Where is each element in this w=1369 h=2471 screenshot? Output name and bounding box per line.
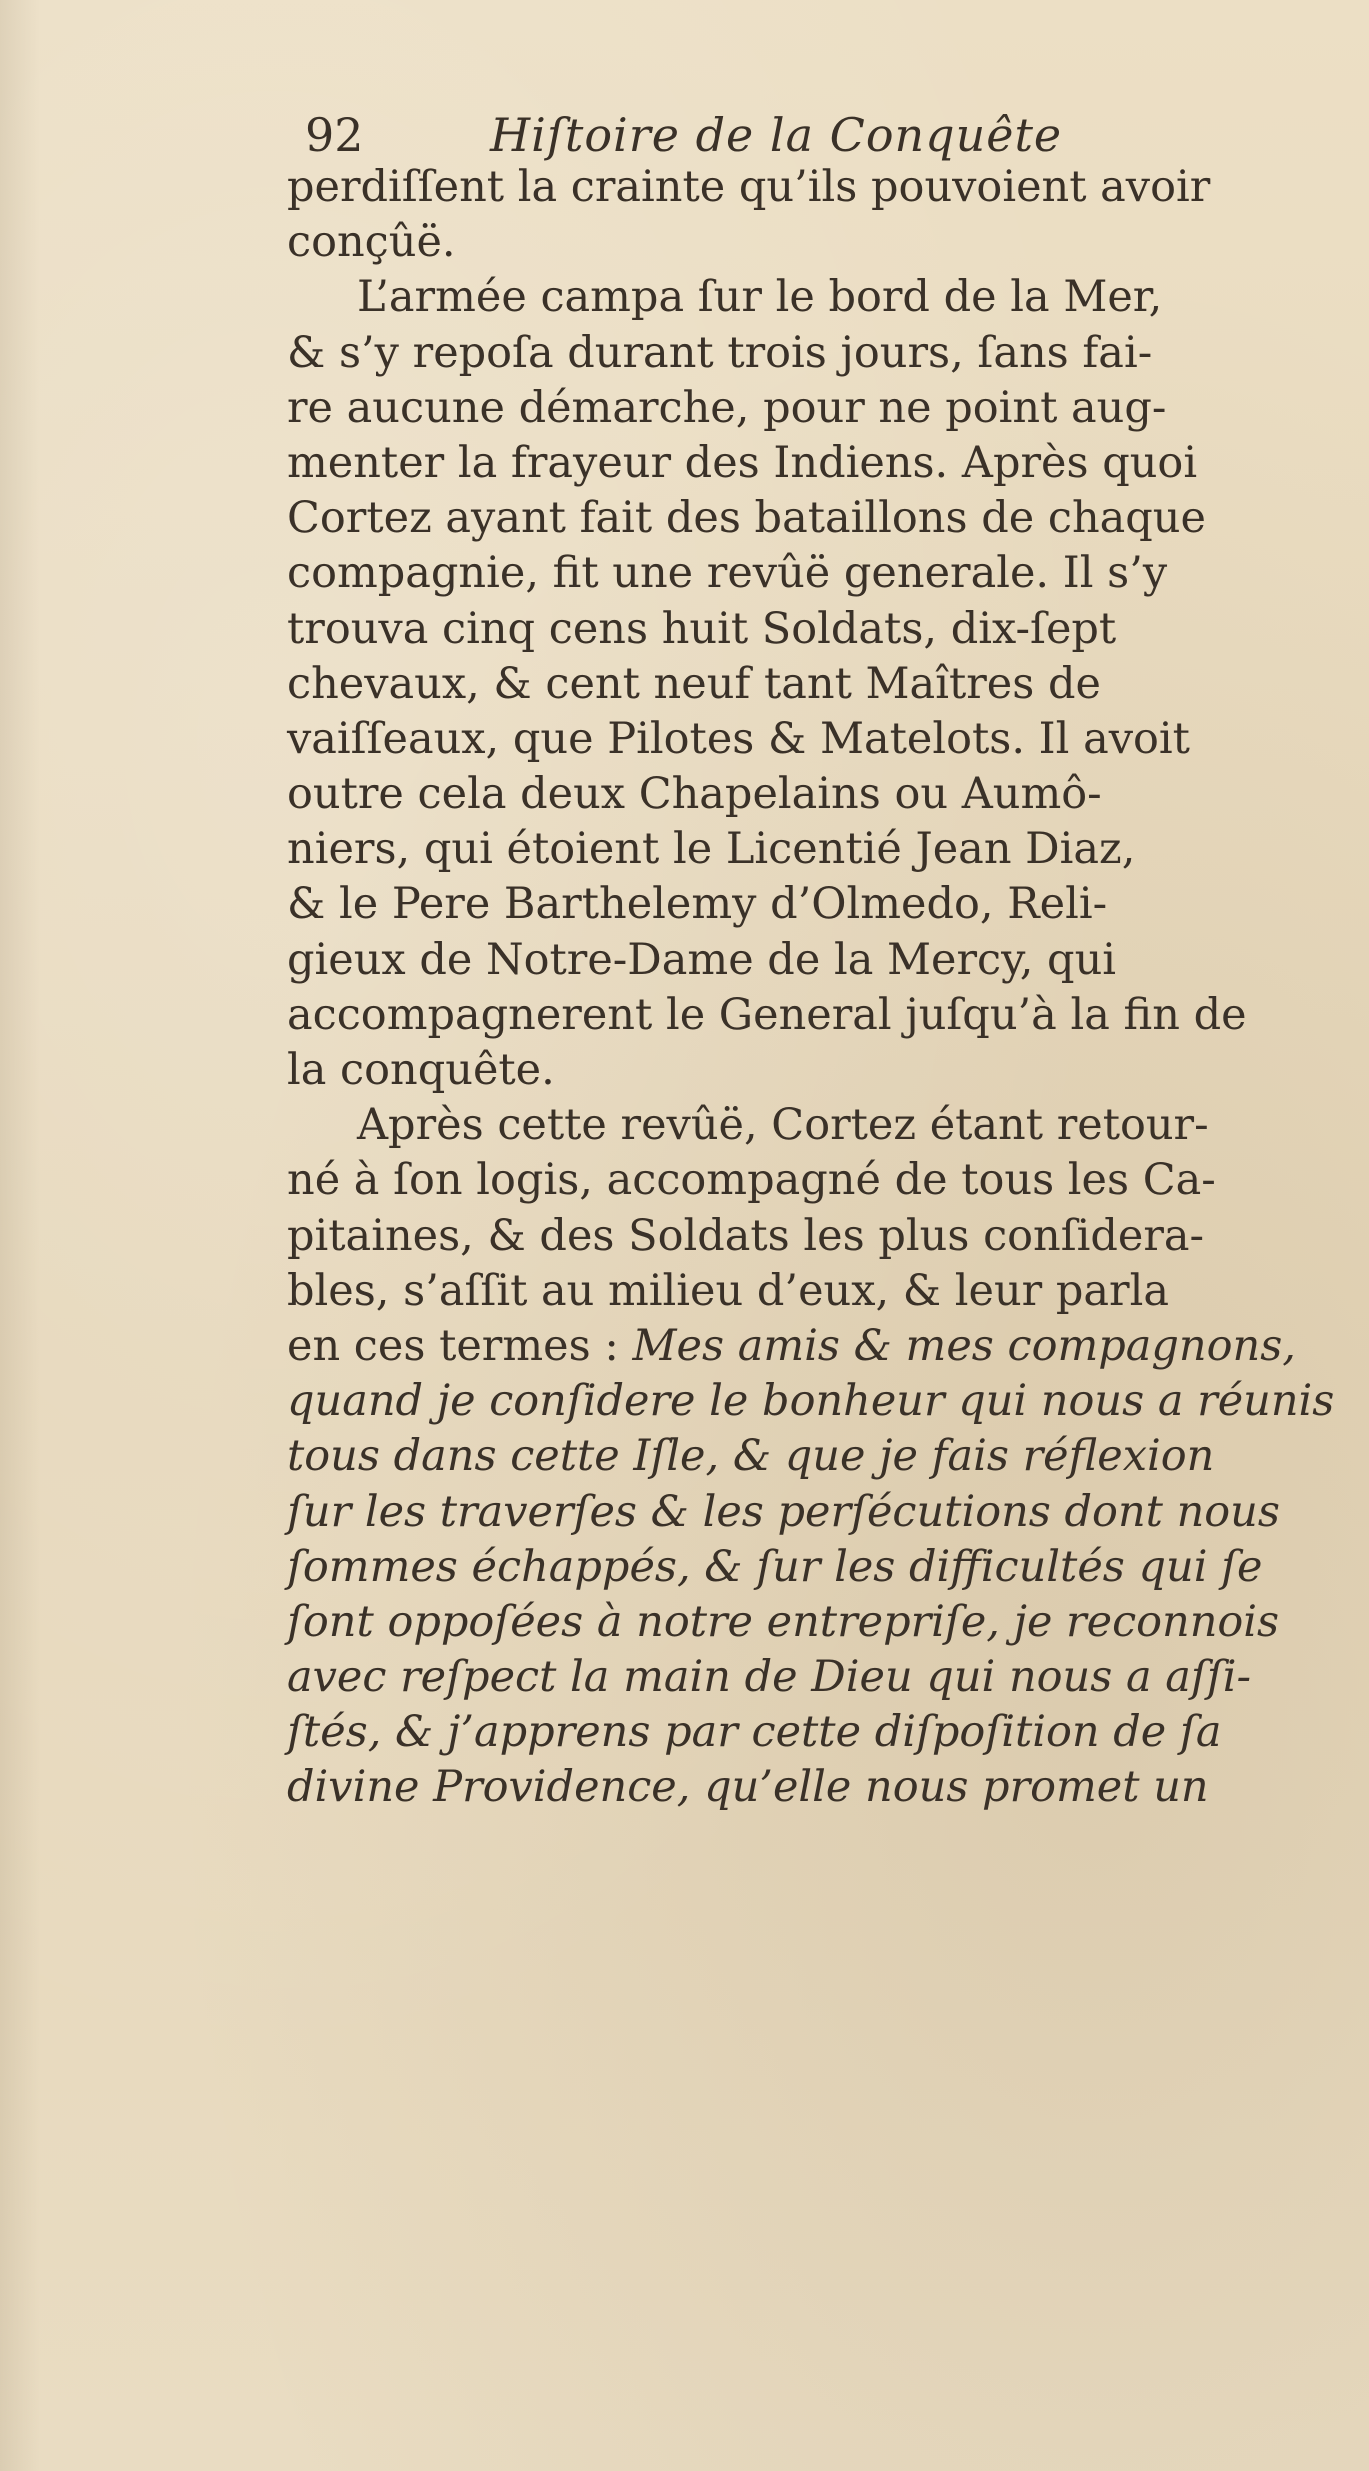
text-line-mixed (287, 1319, 1347, 1374)
body-text (287, 160, 1347, 1816)
text-line-italic: ſommes échappés, & ſur les difficultés qui ſe (287, 1541, 1263, 1592)
text-line: Après cette revûë, Cortez étant retour- (357, 1100, 1209, 1151)
text-line: perdiſſent la crainte qu’ils pouvoient avoir (287, 162, 1211, 212)
text-line: gieux de Notre-Dame de la Mercy, qui (287, 934, 1117, 985)
paragraph-army-review (287, 270, 1347, 1098)
text-line: la conquête. (287, 1045, 555, 1095)
text-line: vaiſſeaux, que Pilotes & Matelots. Il avoit (287, 713, 1190, 764)
text-line-italic: ſur les traverſes & les perſécutions dont nous (287, 1486, 1280, 1537)
text-line: L’armée campa ſur le bord de la Mer, (357, 272, 1163, 323)
text-line: bles, s’aſſit au milieu d’eux, & leur parla (287, 1265, 1169, 1316)
text-line: né à ſon logis, accompagné de tous les Ca- (287, 1155, 1216, 1206)
text-line: Cortez ayant fait des bataillons de chaque (287, 493, 1206, 544)
paragraph-continuation (287, 160, 1347, 270)
text-line: & le Pere Barthelemy d’Olmedo, Reli- (287, 879, 1108, 930)
text-line-italic: tous dans cette Iſle, & que je fais réflexion (287, 1431, 1215, 1482)
text-line-italic: ſtés, & j’apprens par cette diſpoſition de ſa (287, 1707, 1222, 1758)
text-line: accompagnerent le General juſqu’à la fin de (287, 989, 1247, 1040)
text-line-italic: divine Providence, qu’elle nous promet un (287, 1762, 1209, 1813)
text-line-italic: ſont oppoſées à notre entrepriſe, je reconnois (287, 1596, 1280, 1647)
text-line-italic: avec reſpect la main de Dieu qui nous a aſſi- (287, 1652, 1252, 1703)
text-line: niers, qui étoient le Licentié Jean Diaz, (287, 824, 1136, 875)
text-line: conçûë. (287, 217, 456, 268)
text-line: & s’y repoſa durant trois jours, ſans fai- (287, 327, 1153, 378)
text-span-roman: en ces termes : (287, 1320, 633, 1371)
text-line-italic: quand je conſidere le bonheur qui nous a réunis (287, 1376, 1335, 1427)
text-line: re aucune démarche, pour ne point aug- (287, 382, 1167, 433)
text-line: trouva cinq cens huit Soldats, dix-ſept (287, 603, 1117, 654)
text-line: pitaines, & des Soldats les plus conſidera- (287, 1210, 1205, 1261)
page-number: 92 (305, 108, 364, 162)
text-line: chevaux, & cent neuf tant Maîtres de (287, 658, 1101, 709)
text-span-italic: Mes amis & mes compagnons, (632, 1320, 1296, 1371)
text-line: compagnie, fit une revûë generale. Il s’y (287, 548, 1168, 599)
text-line: outre cela deux Chapelains ou Aumô- (287, 769, 1102, 820)
running-title: Hiſtoire de la Conquête (490, 108, 1063, 162)
paragraph-cortez-speech (287, 1098, 1347, 1815)
text-line: menter la frayeur des Indiens. Après quoi (287, 437, 1198, 488)
